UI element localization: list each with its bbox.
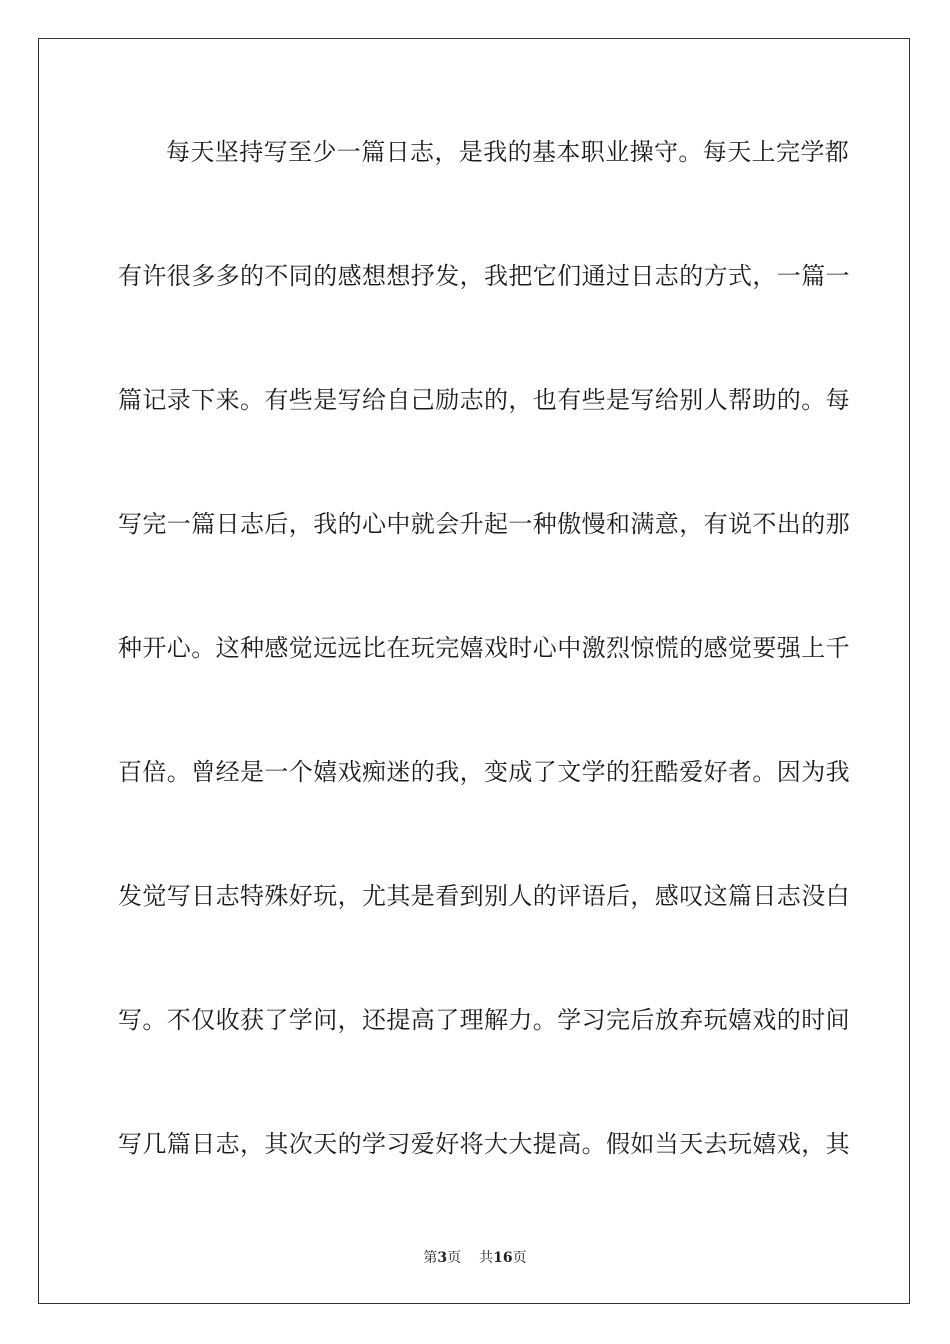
paragraph-line: 有许很多多的不同的感想想抒发，我把它们通过日志的方式，一篇一 <box>118 262 850 290</box>
page-prefix: 第 <box>423 1250 438 1266</box>
total-prefix: 共 <box>479 1250 494 1266</box>
page-border <box>38 38 910 1304</box>
paragraph-line: 写。不仅收获了学问，还提高了理解力。学习完后放弃玩嬉戏的时间 <box>118 1006 850 1034</box>
paragraph-line: 发觉写日志特殊好玩，尤其是看到别人的评语后，感叹这篇日志没白 <box>118 882 850 910</box>
paragraph-line: 种开心。这种感觉远远比在玩完嬉戏时心中激烈惊慌的感觉要强上千 <box>118 634 850 662</box>
page-number: 3 <box>437 1250 448 1266</box>
total-pages: 16 <box>493 1250 513 1266</box>
paragraph-line: 每天坚持写至少一篇日志，是我的基本职业操守。每天上完学都 <box>166 138 850 166</box>
page-footer <box>0 1249 950 1267</box>
paragraph-line: 篇记录下来。有些是写给自己励志的，也有些是写给别人帮助的。每 <box>118 386 850 414</box>
paragraph-line: 写几篇日志，其次天的学习爱好将大大提高。假如当天去玩嬉戏，其 <box>118 1130 850 1158</box>
page-suffix: 页 <box>447 1250 462 1266</box>
paragraph-line: 百倍。曾经是一个嬉戏痴迷的我，变成了文学的狂酷爱好者。因为我 <box>118 758 850 786</box>
paragraph-line: 写完一篇日志后，我的心中就会升起一种傲慢和满意，有说不出的那 <box>118 510 850 538</box>
total-suffix: 页 <box>512 1250 527 1266</box>
